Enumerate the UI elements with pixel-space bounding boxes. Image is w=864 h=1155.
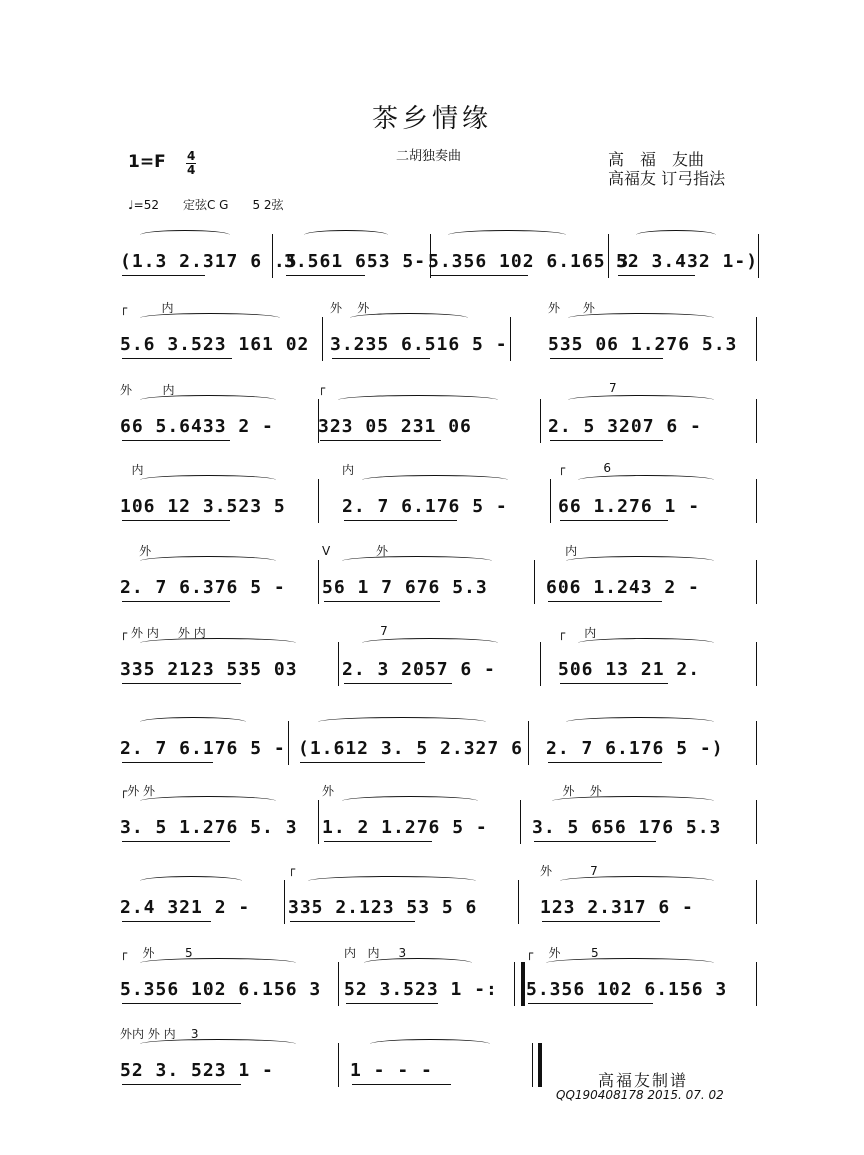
barline — [756, 800, 757, 844]
bowing-marks: ┌ 外 内 外 内 — [120, 626, 206, 640]
bowing-marks: 7 — [342, 624, 388, 638]
measure: 506 13 21 2. — [558, 659, 701, 680]
bowing-marks: 外内 外 内 3 — [120, 1027, 199, 1041]
beam-underline — [122, 683, 241, 684]
beam-underline — [122, 841, 230, 842]
slur-mark — [552, 796, 714, 806]
measure: (1.612 3. 5 2.327 6 — [298, 738, 523, 759]
beam-underline — [122, 921, 211, 922]
beam-underline — [122, 520, 230, 521]
bowing-marks: ┌ 外 5 — [120, 946, 193, 960]
slur-mark — [342, 556, 492, 566]
barline — [518, 880, 519, 924]
slur-mark — [560, 876, 714, 886]
beam-underline — [122, 440, 230, 441]
beam-underline — [534, 841, 656, 842]
slur-mark — [546, 958, 714, 968]
slur-mark — [350, 313, 468, 323]
measure: (1.3 2.317 6 .5 — [120, 251, 298, 272]
measure: 1 - - - — [350, 1060, 433, 1081]
barline — [540, 642, 541, 686]
measure: 535 06 1.276 5.3 — [548, 334, 738, 355]
measure: 66 1.276 1 - — [558, 496, 701, 517]
time-signature-denominator: 4 — [187, 163, 196, 177]
slur-mark — [566, 556, 714, 566]
beam-underline — [122, 762, 213, 763]
bowing-marks: ┌外 外 — [120, 784, 156, 798]
beam-underline — [324, 841, 432, 842]
barline — [338, 962, 339, 1006]
slur-mark — [140, 638, 296, 648]
beam-underline — [560, 520, 668, 521]
bowing-marks: ┌ 内 — [120, 301, 174, 315]
slur-mark — [566, 717, 714, 727]
barline — [528, 721, 529, 765]
time-signature — [186, 150, 196, 177]
slur-mark — [140, 230, 230, 240]
beam-underline — [332, 358, 430, 359]
slur-mark — [140, 717, 246, 727]
barline — [756, 721, 757, 765]
barline — [510, 317, 511, 361]
slur-mark — [362, 475, 508, 485]
beam-underline — [528, 1003, 653, 1004]
barline — [318, 479, 319, 523]
measure: 323 05 231 06 — [318, 416, 472, 437]
bowing-marks: 外 — [322, 784, 335, 798]
measure: 335 2123 535 03 — [120, 659, 298, 680]
slur-mark — [318, 717, 486, 727]
bowing-marks: 内 — [342, 463, 355, 477]
bowing-marks: 内 — [546, 544, 578, 558]
bowing-marks: V 外 — [322, 544, 388, 558]
slur-mark — [342, 796, 478, 806]
final-barline — [532, 1043, 542, 1087]
measure: 2. 3 2057 6 - — [342, 659, 496, 680]
beam-underline — [548, 762, 662, 763]
measure: 52 3.523 1 -: — [344, 979, 498, 1000]
slur-mark — [140, 796, 276, 806]
barline — [318, 560, 319, 604]
measure: 52 3. 523 1 - — [120, 1060, 274, 1081]
beam-underline — [618, 275, 695, 276]
barline — [318, 800, 319, 844]
staff-line — [116, 946, 756, 1010]
bowing-marks: 外 内 — [120, 383, 175, 397]
measure: 2. 7 6.176 5 - — [120, 738, 286, 759]
beam-underline — [290, 921, 415, 922]
slur-mark — [568, 313, 714, 323]
measure: 2. 5 3207 6 - — [548, 416, 702, 437]
measure: 56 1 7 676 5.3 — [322, 577, 488, 598]
measure: 3.561 653 5- — [284, 251, 427, 272]
bowing-marks: 外 外 — [532, 784, 602, 798]
slur-mark — [304, 230, 388, 240]
measure: 66 5.6433 2 - — [120, 416, 274, 437]
staff-line — [116, 381, 756, 447]
beam-underline — [352, 1084, 451, 1085]
slur-mark — [370, 1039, 490, 1049]
slur-mark — [578, 475, 714, 485]
beam-underline — [550, 358, 663, 359]
bowing-marks: 外 — [120, 544, 152, 558]
composer-credit — [608, 150, 725, 188]
slur-mark — [140, 556, 276, 566]
barline — [534, 560, 535, 604]
staff-line — [116, 862, 756, 928]
measure: 5.356 102 6.156 3 — [120, 979, 322, 1000]
bowing-marks: 内 内 3 — [344, 946, 407, 960]
slur-mark — [140, 313, 280, 323]
measure: 606 1.243 2 - — [546, 577, 700, 598]
staff-line — [116, 301, 756, 365]
measure: 2. 7 6.376 5 - — [120, 577, 286, 598]
measure: 5.356 102 6.165 3 — [428, 251, 630, 272]
barline — [756, 880, 757, 924]
measure: 2. 7 6.176 5 -) — [546, 738, 724, 759]
barline — [756, 399, 757, 443]
staff-line — [116, 729, 756, 769]
barline — [756, 560, 757, 604]
barline — [284, 880, 285, 924]
beam-underline — [122, 358, 232, 359]
staff-line — [116, 784, 756, 848]
measure: 106 12 3.523 5 — [120, 496, 286, 517]
key-signature: 1=F — [128, 152, 166, 172]
beam-underline — [122, 275, 205, 276]
repeat-barline — [514, 962, 525, 1006]
subtitle: 二胡独奏曲 — [396, 149, 462, 164]
tempo-tuning: ♩=52 定弦C G 5 2弦 — [128, 198, 284, 212]
bowing-marks: 内 — [120, 463, 144, 477]
beam-underline — [344, 683, 452, 684]
contact-date: QQ190408178 2015. 07. 02 — [556, 1088, 724, 1102]
barline — [756, 642, 757, 686]
beam-underline — [560, 683, 668, 684]
bowing-marks: ┌ — [288, 862, 296, 876]
slur-mark — [364, 958, 472, 968]
beam-underline — [344, 520, 457, 521]
barline — [272, 234, 273, 278]
time-signature-numerator: 4 — [187, 149, 196, 163]
bowing-marks: 外 外 — [548, 301, 595, 315]
slur-mark — [578, 638, 714, 648]
bowing-marks: ┌ 外 5 — [526, 946, 599, 960]
measure: 3. 5 656 176 5.3 — [532, 817, 722, 838]
slur-mark — [140, 395, 276, 405]
barline — [756, 317, 757, 361]
measure: 3. 5 1.276 5. 3 — [120, 817, 298, 838]
beam-underline — [320, 440, 441, 441]
barline — [540, 399, 541, 443]
measure: 2.4 321 2 - — [120, 897, 251, 918]
measure: 5.6 3.523 161 02 — [120, 334, 310, 355]
slur-mark — [338, 395, 498, 405]
measure: 3.235 6.516 5 - — [330, 334, 508, 355]
barline — [338, 1043, 339, 1087]
staff-line — [116, 624, 756, 690]
slur-mark — [140, 958, 296, 968]
barline — [288, 721, 289, 765]
beam-underline — [346, 1003, 438, 1004]
barline — [758, 234, 759, 278]
barline — [520, 800, 521, 844]
bowing-marks: ┌ 6 — [558, 461, 612, 475]
slur-mark — [140, 876, 242, 886]
beam-underline — [430, 275, 528, 276]
measure: 2. 7 6.176 5 - — [342, 496, 508, 517]
staff-line — [116, 461, 756, 527]
beam-underline — [324, 601, 440, 602]
barline — [322, 317, 323, 361]
beam-underline — [122, 1003, 241, 1004]
slur-mark — [636, 230, 716, 240]
bowing-marks: 外 外 — [330, 301, 370, 315]
beam-underline — [122, 1084, 241, 1085]
slur-mark — [568, 395, 714, 405]
measure: 123 2.317 6 - — [540, 897, 694, 918]
bowing-marks: ┌ 内 — [558, 626, 597, 640]
barline — [756, 962, 757, 1006]
measure: 335 2.123 53 5 6 — [288, 897, 478, 918]
barline — [338, 642, 339, 686]
slur-mark — [362, 638, 498, 648]
slur-mark — [448, 230, 566, 240]
beam-underline — [542, 921, 660, 922]
measure: 1. 2 1.276 5 - — [322, 817, 488, 838]
transcriber-credit: 高福友制谱 — [598, 1071, 689, 1090]
beam-underline — [122, 601, 230, 602]
bowing-credit-line: 高福友 订弓指法 — [608, 169, 726, 188]
staff-line — [116, 544, 756, 608]
measure: 5.356 102 6.156 3 — [526, 979, 728, 1000]
barline — [608, 234, 609, 278]
slur-mark — [308, 876, 476, 886]
staff-line — [116, 242, 759, 282]
page-title: 茶乡情缘 — [371, 104, 492, 134]
beam-underline — [550, 440, 663, 441]
bowing-marks: 7 — [548, 381, 617, 395]
beam-underline — [548, 601, 662, 602]
slur-mark — [140, 1039, 296, 1049]
measure: 52 3.432 1-) — [616, 251, 759, 272]
barline — [756, 479, 757, 523]
beam-underline — [300, 762, 425, 763]
composer-line: 高 福 友曲 — [608, 150, 705, 169]
beam-underline — [286, 275, 365, 276]
barline — [550, 479, 551, 523]
slur-mark — [140, 475, 276, 485]
bowing-marks: ┌ — [318, 381, 326, 395]
bowing-marks: 外 7 — [540, 864, 598, 878]
